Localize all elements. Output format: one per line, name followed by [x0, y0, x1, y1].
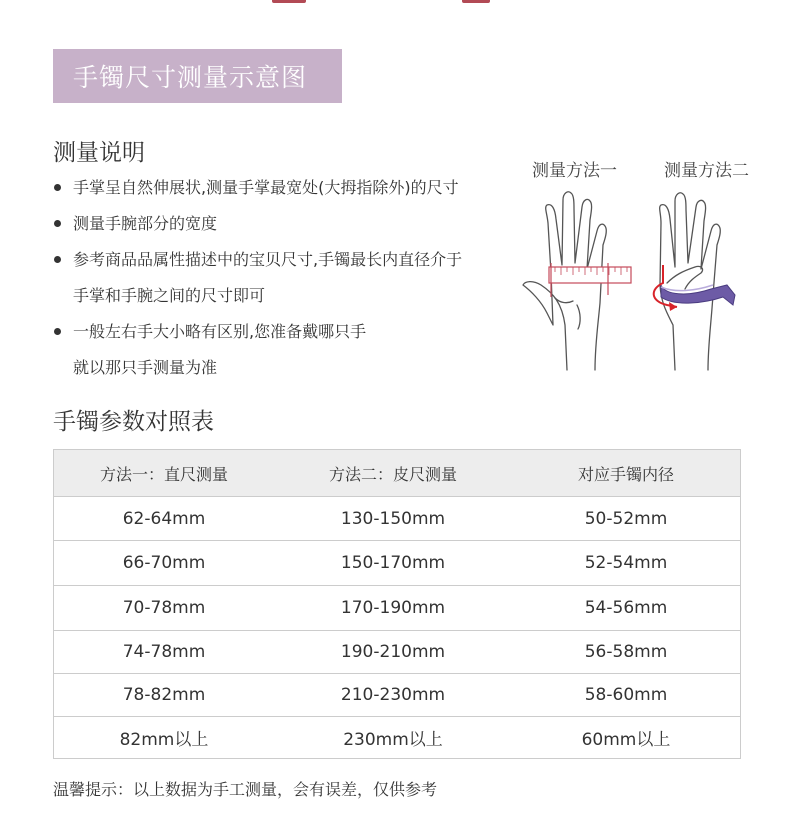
size-table	[53, 449, 741, 759]
table-cell: 230mm以上	[343, 730, 443, 750]
table-cell: 130-150mm	[340, 508, 446, 529]
table-cell: 78-82mm	[122, 685, 206, 705]
instruction-text: 一般左右手大小略有区别,您准备戴哪只手	[73, 322, 367, 341]
ruler-icon	[549, 263, 631, 297]
column-header: 方法二：皮尺测量	[328, 464, 457, 484]
table-cell: 54-56mm	[584, 598, 668, 618]
top-decoration	[0, 0, 800, 6]
bullet-dot-icon	[54, 328, 61, 335]
table-row	[54, 631, 740, 674]
table-cell: 210-230mm	[340, 685, 446, 705]
page-title: 手镯尺寸测量示意图	[73, 63, 308, 92]
bullet-dot-icon	[54, 184, 61, 191]
table-cell: 190-210mm	[340, 642, 446, 662]
bullet-dot-icon	[54, 256, 61, 263]
table-cell: 50-52mm	[584, 508, 668, 529]
table-cell: 150-170mm	[340, 553, 446, 573]
table-cell: 74-78mm	[122, 642, 206, 662]
instruction-text: 参考商品品属性描述中的宝贝尺寸,手镯最长内直径介于	[73, 250, 463, 269]
method1-label: 测量方法一	[532, 161, 617, 181]
instruction-item	[53, 206, 523, 242]
page-title-banner	[53, 49, 342, 103]
bullet-dot-icon	[54, 220, 61, 227]
table-row	[54, 674, 740, 717]
table-cell: 62-64mm	[122, 508, 206, 529]
table-cell: 70-78mm	[122, 598, 206, 618]
hand-measurement-illustration	[515, 185, 765, 375]
size-table-heading: 手镯参数对照表	[53, 409, 214, 435]
instructions-list	[53, 170, 523, 386]
table-cell: 58-60mm	[584, 685, 668, 705]
table-cell: 56-58mm	[584, 642, 668, 662]
hand-tape-icon	[660, 193, 721, 370]
table-cell: 170-190mm	[340, 598, 446, 618]
table-row	[54, 497, 740, 541]
instruction-text: 测量手腕部分的宽度	[73, 214, 218, 233]
instruction-item	[53, 314, 523, 386]
table-cell: 82mm以上	[119, 730, 209, 750]
footnote: 温馨提示：以上数据为手工测量，会有误差，仅供参考	[53, 780, 438, 799]
table-cell: 52-54mm	[584, 553, 668, 573]
instruction-item	[53, 170, 523, 206]
instruction-item	[53, 242, 523, 314]
column-header: 方法一：直尺测量	[99, 464, 228, 484]
table-cell: 66-70mm	[122, 553, 206, 573]
table-row	[54, 586, 740, 631]
instruction-text: 手掌呈自然伸展状,测量手掌最宽处(大拇指除外)的尺寸	[73, 178, 459, 197]
table-header-row	[54, 450, 740, 497]
instructions-heading: 测量说明	[53, 140, 145, 166]
instruction-text: 手掌和手腕之间的尺寸即可	[73, 286, 266, 305]
column-header: 对应手镯内径	[577, 464, 674, 484]
instruction-text: 就以那只手测量为准	[73, 358, 218, 377]
table-cell: 60mm以上	[581, 730, 671, 750]
method2-label: 测量方法二	[664, 161, 749, 181]
table-row	[54, 541, 740, 586]
table-row	[54, 717, 740, 758]
tape-measure-icon	[661, 285, 735, 305]
